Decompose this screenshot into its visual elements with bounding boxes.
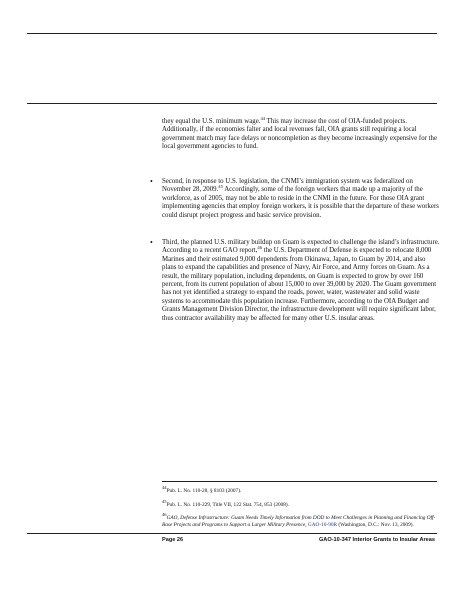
bullet-marker: • xyxy=(150,238,153,247)
footnote-ref-45[interactable]: 45 xyxy=(218,184,223,190)
footnote-ref-44[interactable]: 44 xyxy=(260,116,266,121)
footnote-46: $^{46}$GAO, Defense Infrastructure: Guam Needs Timely Information from DOD to Meet Challenges in Planning and Financing Off-Base Projects and Programs to Support a Larger Military Presence, GAO-10-90R (Washington, D.C.: Nov. 13, 2009). xyxy=(162,512,436,529)
bullet-paragraph-military-buildup: Third, the planned U.S. military buildup on Guam is expected to challenge the island’s infrastructure. According to a recent GAO report,$^{46}$ the U.S. Department of Defense is expected to relocate 8,000 Marines and their estimated 9,000 dependents from Okinawa, Japan, to Guam by 2014, and also plans to expand the capabilities and presence of Navy, Air Force, and Army forces on Guam. As a result, the military population, including dependents, on Guam is expected to grow by over 160 percent, from its current population of about 15,000 to over 39,000 by 2020. The Guam government has not yet identified a strategy to expand the roads, power, water, wastewater and solid waste systems to accommodate this population increase. Furthermore, according to the OIA Budget and Grants Management Division Director, the infrastructure development will require significant labor, thus contractor availability may be affected for many other U.S. insular areas. xyxy=(162,239,440,322)
footnote-ref-46[interactable]: 46 xyxy=(257,245,262,251)
bullet-paragraph-immigration: Second, in response to U.S. legislation, the CNMI’s immigration system was federalized on November 28, 2009.45 Accordingly, some of the foreign workers that made up a majority of the workforce, as of 2005, may not be able to reside in the CNMI in the future. For those OIA grant implementing agencies that employ foreign workers, it is possible that the departure of these workers could disrupt project progress and basic service provision. xyxy=(162,178,439,219)
page-number: Page 26 xyxy=(162,537,184,543)
footnote-44: $^{44}$Pub. L. No. 110-28, § 8103 (2007). xyxy=(162,485,242,494)
top-rule xyxy=(27,33,437,34)
section-rule xyxy=(27,103,437,104)
footnote-rule xyxy=(162,481,437,482)
report-identifier: GAO-10-347 Interior Grants to Insular Areas xyxy=(318,537,435,543)
bullet-marker: • xyxy=(150,177,153,186)
footer-rule xyxy=(27,533,437,534)
gao-report-link[interactable]: GAO-10-90R xyxy=(307,522,338,529)
footnote-45: $^{45}$Pub. L. No. 110-229, Title VII, 122 Stat. 754, 853 (2008). xyxy=(162,499,290,508)
body-paragraph-continued: they equal the U.S. minimum wage.$^{44}$ This may increase the cost of OIA-funded projects. Additionally, if the economies falter and local revenues fall, OIA grants still requiring a local government match may face delays or noncompletion as they become increasingly expensive for the local government agencies to fund. xyxy=(162,116,437,151)
